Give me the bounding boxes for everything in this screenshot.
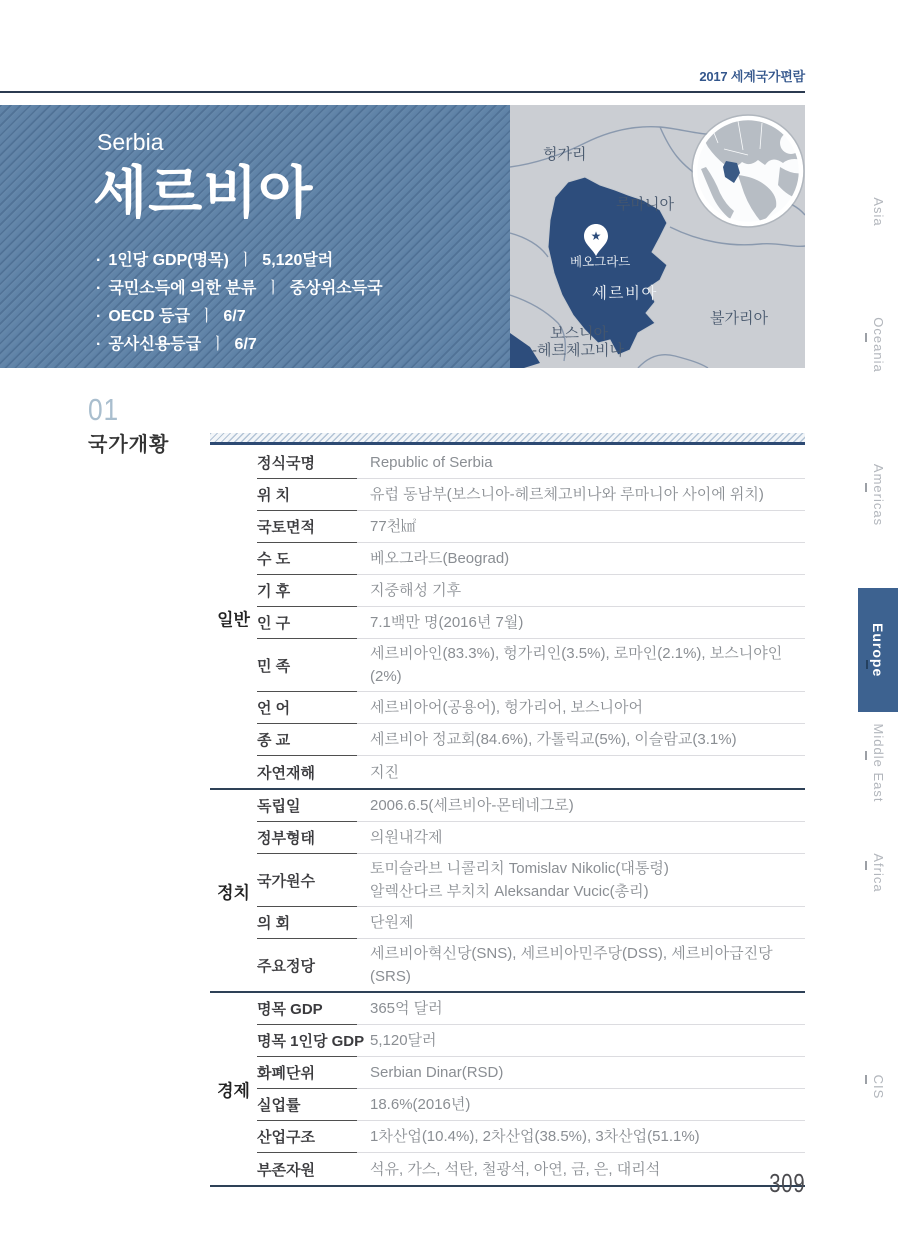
group-label: 일반	[217, 610, 250, 629]
region-tick-mark	[865, 333, 867, 342]
key-stat-value: 5,120달러	[262, 252, 334, 269]
field-label: 독립일	[257, 790, 357, 822]
region-tick-mark	[865, 861, 867, 870]
field-value-line: 세르비아어(공용어), 헝가리어, 보스니아어	[370, 699, 643, 716]
map-label-bulgaria: 불가리아	[710, 310, 768, 327]
field-label: 종 교	[257, 724, 357, 756]
field-value	[357, 790, 805, 822]
edition-title: 2017 세계국가편람	[699, 69, 805, 84]
key-stat-label: 국민소득에 의한 분류	[108, 280, 257, 297]
field-value-line: 단원제	[370, 914, 414, 931]
key-stat-item	[96, 331, 383, 359]
key-stat-value: 6/7	[223, 308, 246, 325]
map-label-romania: 루마니아	[616, 196, 674, 213]
field-value	[357, 575, 805, 607]
field-value	[357, 1153, 805, 1185]
table-row	[257, 1025, 805, 1057]
field-value	[357, 447, 805, 479]
field-value-line: 석유, 가스, 석탄, 철광석, 아연, 금, 은, 대리석	[370, 1160, 661, 1178]
field-value	[357, 692, 805, 724]
field-value	[357, 639, 805, 692]
active-region-label: Europe	[870, 622, 886, 678]
key-stat-item	[96, 247, 383, 275]
field-label: 의 회	[257, 907, 357, 939]
key-stat-item	[96, 303, 383, 331]
table-row	[257, 822, 805, 854]
field-value	[357, 1025, 805, 1057]
table-row	[257, 854, 805, 907]
table-row	[257, 639, 805, 692]
table-row	[257, 479, 805, 511]
key-stat-label: OECD 등급	[108, 308, 190, 325]
field-label: 정부형태	[257, 822, 357, 854]
table-row	[257, 993, 805, 1025]
table-row	[257, 1121, 805, 1153]
field-label: 정식국명	[257, 447, 357, 479]
map-label-serbia: 세르비아	[592, 285, 658, 302]
section-number: 01	[88, 392, 120, 427]
group-label: 정치	[217, 883, 250, 902]
field-value	[357, 822, 805, 854]
field-label: 수 도	[257, 543, 357, 575]
field-value-line: 18.6%(2016년)	[370, 1096, 471, 1113]
locator-inset-map	[692, 115, 804, 227]
table-row	[257, 607, 805, 639]
bullet-icon: ·	[96, 252, 102, 269]
table-row	[257, 692, 805, 724]
field-label: 실업률	[257, 1089, 357, 1121]
key-stat-value: 6/7	[234, 336, 257, 353]
field-label: 국가원수	[257, 854, 357, 907]
sidebar-item-americas: Americas	[871, 463, 886, 527]
field-value-line: 베오그라드(Beograd)	[370, 550, 510, 567]
country-info-table	[210, 433, 805, 1187]
field-label: 화폐단위	[257, 1057, 357, 1089]
table-row	[257, 543, 805, 575]
group-label: 경제	[217, 1081, 250, 1101]
bullet-icon: ·	[96, 336, 102, 353]
table-row	[257, 575, 805, 607]
table-hatch-bar	[210, 433, 805, 445]
field-value	[357, 479, 805, 511]
tab-region-europe	[858, 588, 898, 712]
field-value	[357, 724, 805, 756]
field-value	[357, 854, 805, 907]
map-label-bosnia-2: -헤르체고비나	[532, 342, 624, 359]
field-value-line: 365억 달러	[370, 1000, 443, 1017]
field-value-line: 5,120달러	[370, 1032, 437, 1049]
field-label: 기 후	[257, 575, 357, 607]
table-row	[257, 939, 805, 991]
key-stat-label: 1인당 GDP(명목)	[108, 252, 229, 269]
field-value	[357, 1057, 805, 1089]
field-value-line: 지진	[370, 763, 399, 781]
key-stat-value: 중상위소득국	[289, 280, 383, 297]
stat-separator: ㅣ	[210, 336, 226, 353]
table-row	[257, 724, 805, 756]
field-label: 민 족	[257, 639, 357, 692]
field-value	[357, 607, 805, 639]
tab-tick-mark	[866, 660, 868, 669]
table-row	[257, 790, 805, 822]
field-label: 부존자원	[257, 1161, 315, 1179]
field-value-line: 세르비아혁신당(SNS), 세르비아민주당(DSS), 세르비아급진당(SRS)	[370, 945, 773, 985]
field-label: 명목 GDP	[257, 993, 357, 1025]
field-value	[357, 756, 805, 788]
field-value-line: 지중해성 기후	[370, 582, 462, 599]
field-label: 자연재해	[257, 764, 315, 782]
stat-separator: ㅣ	[265, 280, 281, 297]
sidebar-item-cis: CIS	[871, 1074, 886, 1100]
pin-star-icon: ★	[590, 229, 602, 243]
field-value-line: 7.1백만 명(2016년 7월)	[370, 614, 524, 631]
map-label-bosnia-1: 보스니아	[550, 325, 608, 342]
table-row	[257, 1153, 805, 1185]
sidebar-item-africa: Africa	[871, 853, 886, 893]
stat-separator: ㅣ	[198, 308, 215, 325]
table-row	[257, 907, 805, 939]
sidebar-item-asia: Asia	[871, 197, 886, 227]
region-tick-mark	[865, 483, 867, 492]
field-value-line: 알렉산다르 부치치 Aleksandar Vucic(총리)	[370, 883, 649, 900]
table-row	[257, 447, 805, 479]
map-label-hungary: 헝가리	[543, 146, 587, 163]
field-value-line: 1차산업(10.4%), 2차산업(38.5%), 3차산업(51.1%)	[370, 1128, 700, 1145]
key-stats-list	[96, 247, 383, 359]
table-row	[257, 756, 805, 788]
field-label: 인 구	[257, 607, 357, 639]
field-label: 산업구조	[257, 1121, 357, 1153]
region-tick-mark	[865, 1075, 867, 1084]
field-value	[357, 907, 805, 939]
sidebar-item-oceania: Oceania	[871, 317, 886, 373]
key-stat-label: 공사신용등급	[108, 336, 202, 353]
table-group-경제	[210, 993, 805, 1187]
field-value	[357, 993, 805, 1025]
bullet-icon: ·	[96, 280, 102, 297]
table-row	[257, 511, 805, 543]
map-label-belgrade: 베오그라드	[570, 255, 631, 269]
field-value-line: 2006.6.5(세르비아-몬테네그로)	[370, 797, 574, 814]
country-map	[510, 105, 805, 368]
field-value-line: 유럽 동남부(보스니아-헤르체고비나와 루마니아 사이에 위치)	[370, 486, 764, 503]
field-label: 위 치	[257, 479, 357, 511]
field-label: 명목 1인당 GDP	[257, 1025, 357, 1057]
region-tick-mark	[865, 751, 867, 760]
sidebar-item-middle-east: Middle East	[871, 723, 886, 803]
field-value-line: Serbian Dinar(RSD)	[370, 1064, 504, 1081]
bullet-icon: ·	[96, 308, 102, 325]
key-stat-item	[96, 275, 383, 303]
header-rule	[0, 91, 805, 93]
stat-separator: ㅣ	[237, 252, 254, 269]
field-value-line: 77천㎢	[370, 518, 417, 535]
field-label: 언 어	[257, 692, 357, 724]
field-value	[357, 543, 805, 575]
field-value-line: 의원내각제	[370, 829, 443, 846]
field-value-line: 세르비아 정교회(84.6%), 가톨릭교(5%), 이슬람교(3.1%)	[370, 731, 737, 748]
country-name-ko: 세르비아	[93, 161, 314, 224]
page-number: 309	[768, 1168, 805, 1198]
table-group-일반	[210, 447, 805, 790]
table-group-정치	[210, 790, 805, 993]
country-name-en: Serbia	[97, 129, 164, 155]
field-value	[357, 1121, 805, 1153]
field-value-line: 세르비아인(83.3%), 헝가리인(3.5%), 로마인(2.1%), 보스니야인(2%)	[370, 645, 783, 685]
map-graphic	[510, 105, 805, 368]
field-label: 국토면적	[257, 511, 357, 543]
field-value	[357, 511, 805, 543]
field-value-line: 토미슬라브 니콜리치 Tomislav Nikolic(대통령)	[370, 860, 669, 877]
field-label: 주요정당	[257, 957, 315, 975]
table-row	[257, 1057, 805, 1089]
table-row	[257, 1089, 805, 1121]
field-value	[357, 1089, 805, 1121]
country-hero	[0, 105, 510, 368]
field-value-line: Republic of Serbia	[370, 454, 493, 471]
section-title: 국가개황	[88, 434, 170, 456]
field-value	[357, 939, 805, 991]
